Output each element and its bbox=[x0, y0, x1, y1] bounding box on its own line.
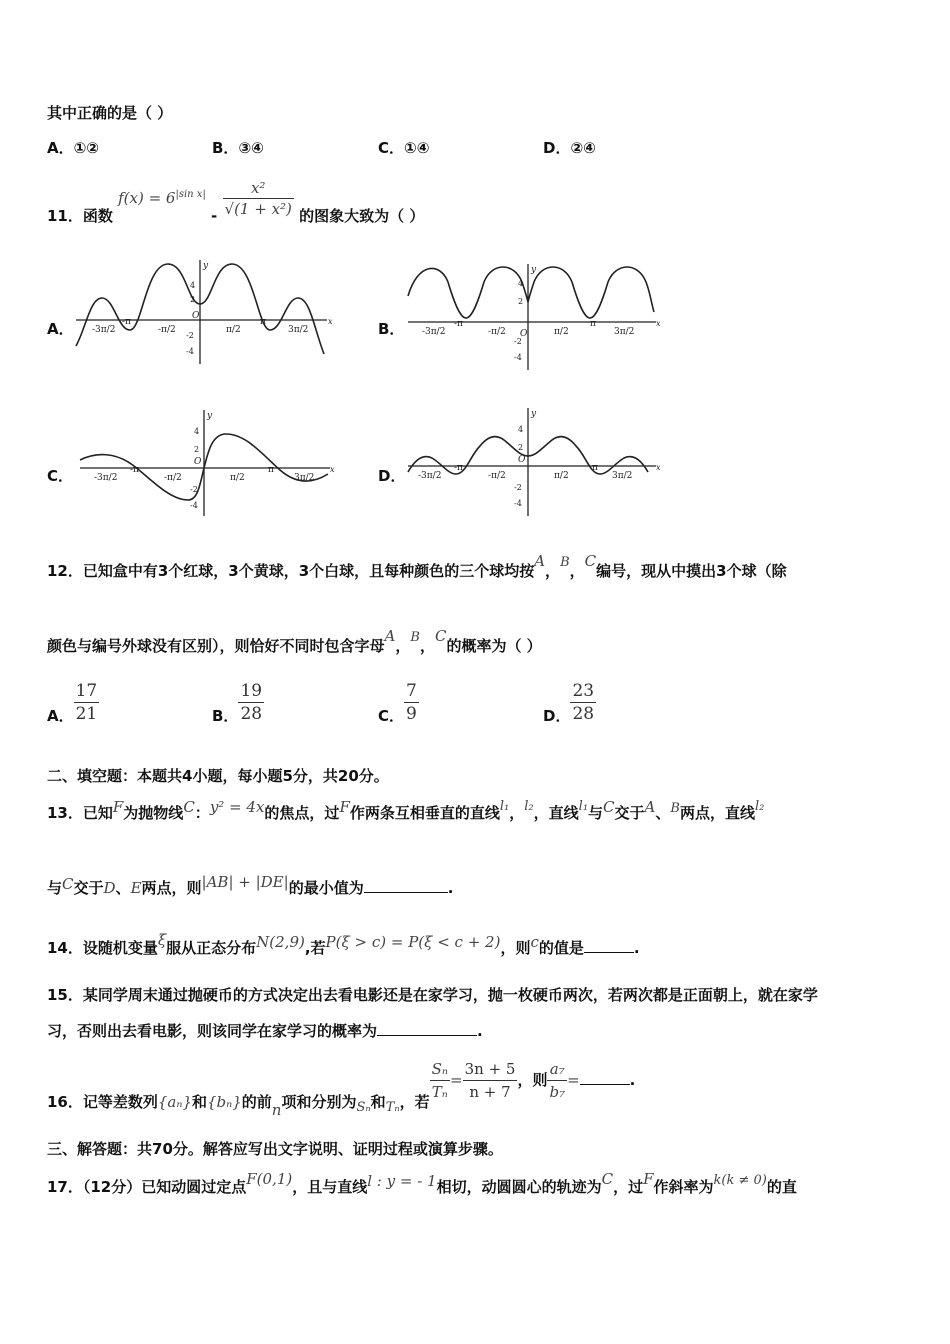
tick-neg-4: -4 bbox=[190, 501, 198, 510]
q13-answer-blank[interactable] bbox=[364, 878, 448, 893]
q12-option-a: A． $\frac{17}{21}$ bbox=[47, 681, 98, 725]
q11-graph-label-d: D． bbox=[378, 467, 406, 485]
q12-option-d: D． $\frac{23}{28}$ bbox=[543, 681, 595, 725]
q11-stem: 11．函数 $f(x) = 6^{|sin x|}$ - $\frac{\text{x²}}{\text{√(1 + x²)}}$ 的图象大致为（ ） bbox=[47, 179, 425, 225]
tick-neg-3pi-2: -3π/2 bbox=[94, 473, 118, 483]
tick-neg-3pi-2: -3π/2 bbox=[422, 327, 446, 337]
tick-neg-pi: -π bbox=[130, 465, 139, 475]
q13-line1: 13．已知F为抛物线C：y² = 4x的焦点，过F作两条互相垂直的直线l₁，l₂，直线l₁与C交于A、B两点，直线l₂ bbox=[47, 798, 765, 822]
q15-answer-blank[interactable] bbox=[377, 1021, 477, 1036]
tick-4: 4 bbox=[518, 425, 524, 434]
q11-graph-label-c: C． bbox=[47, 467, 74, 485]
tick-2: 2 bbox=[194, 445, 200, 454]
tick-pi-2: π/2 bbox=[230, 473, 245, 483]
x-label: x bbox=[330, 465, 335, 474]
q12-option-b: B． $\frac{19}{28}$ bbox=[212, 681, 263, 725]
tick-neg-4: -4 bbox=[514, 353, 522, 362]
tick-3pi-2: 3π/2 bbox=[294, 473, 315, 483]
tick-3pi-2: 3π/2 bbox=[612, 471, 633, 481]
q16-answer-blank[interactable] bbox=[580, 1070, 630, 1085]
x-label: x bbox=[656, 463, 661, 472]
section3-heading: 三、解答题：共70分。解答应写出文字说明、证明过程或演算步骤。 bbox=[47, 1140, 503, 1158]
origin: O bbox=[518, 455, 526, 465]
tick-neg-pi: -π bbox=[454, 463, 463, 473]
tick-2: 2 bbox=[518, 443, 524, 452]
q10-option-a: A．①② bbox=[47, 139, 100, 157]
tick-neg-pi: -π bbox=[122, 317, 131, 327]
tick-neg-pi-2: -π/2 bbox=[488, 471, 506, 481]
tick-neg-pi-2: -π/2 bbox=[158, 325, 176, 335]
tick-2: 2 bbox=[518, 297, 524, 306]
tick-pi: π bbox=[590, 319, 596, 329]
tick-3pi-2: 3π/2 bbox=[288, 325, 309, 335]
tick-neg-4: -4 bbox=[514, 499, 522, 508]
q11-graph-a bbox=[72, 258, 334, 366]
q14-line: 14．设随机变量ξ服从正态分布N(2,9),若P(ξ > c) = P(ξ < c + 2)，则c的值是 . bbox=[47, 931, 640, 957]
tick-pi: π bbox=[260, 317, 266, 327]
q17-line: 17．（12分）已知动圆过定点F(0,1)，且与直线l : y = - 1相切，动圆圆心的轨迹为C，过F作斜率为k(k ≠ 0)的直 bbox=[47, 1170, 797, 1196]
tick-pi: π bbox=[592, 463, 598, 473]
origin: O bbox=[192, 311, 200, 321]
origin: O bbox=[194, 457, 202, 467]
tick-neg-pi-2: -π/2 bbox=[488, 327, 506, 337]
tick-neg-3pi-2: -3π/2 bbox=[92, 325, 116, 335]
y-label: y bbox=[531, 409, 537, 419]
origin: O bbox=[520, 329, 528, 339]
q12-line2: 颜色与编号外球没有区别），则恰好不同时包含字母A，B，C的概率为（ ） bbox=[47, 627, 542, 655]
q10-option-c: C．①④ bbox=[378, 139, 430, 157]
y-label: y bbox=[531, 265, 537, 275]
tick-pi-2: π/2 bbox=[554, 471, 569, 481]
tick-pi-2: π/2 bbox=[554, 327, 569, 337]
tick-neg-2: -2 bbox=[514, 337, 522, 346]
tick-neg-4: -4 bbox=[186, 347, 194, 356]
tick-pi: π bbox=[268, 465, 274, 475]
x-label: x bbox=[656, 319, 661, 328]
q13-line2: 与C交于D、E两点，则|AB| + |DE|的最小值为 . bbox=[47, 873, 454, 897]
q11-graph-label-a: A． bbox=[47, 320, 74, 338]
tick-2: 2 bbox=[190, 295, 196, 304]
tick-neg-2: -2 bbox=[190, 485, 198, 494]
q11-graph-d bbox=[404, 406, 666, 516]
q11-graph-label-b: B． bbox=[378, 320, 405, 338]
section2-heading: 二、填空题：本题共4小题，每小题5分，共20分。 bbox=[47, 767, 389, 785]
tick-4: 4 bbox=[518, 279, 524, 288]
y-label: y bbox=[203, 261, 209, 271]
q10-prompt: 其中正确的是（ ） bbox=[47, 104, 173, 122]
q11-graph-c bbox=[76, 408, 338, 518]
tick-neg-pi-2: -π/2 bbox=[164, 473, 182, 483]
tick-neg-3pi-2: -3π/2 bbox=[418, 471, 442, 481]
q11-graph-b bbox=[404, 262, 666, 370]
x-label: x bbox=[328, 317, 333, 326]
tick-4: 4 bbox=[190, 281, 196, 290]
q16-line: 16．记等差数列{aₙ}和{bₙ}的前n项和分别为Sₙ和Tₙ，若 $\frac{\text{Sₙ}}{\text{Tₙ}}$ = $\frac{3n + 5}{n + 7}$ ，则 $\frac{\text{a₇}}{\text{b₇}}$ = . bbox=[47, 1060, 636, 1119]
tick-neg-2: -2 bbox=[186, 331, 194, 340]
tick-neg-pi: -π bbox=[454, 319, 463, 329]
tick-4: 4 bbox=[194, 427, 200, 436]
q15-line1: 15．某同学周末通过抛硬币的方式决定出去看电影还是在家学习，抛一枚硬币两次，若两次都是正面朝上，就在家学 bbox=[47, 986, 818, 1004]
y-label: y bbox=[207, 411, 213, 421]
tick-3pi-2: 3π/2 bbox=[614, 327, 635, 337]
q12-option-c: C． $\frac{7}{9}$ bbox=[378, 681, 417, 725]
tick-neg-2: -2 bbox=[514, 483, 522, 492]
q10-option-b: B．③④ bbox=[212, 139, 264, 157]
q15-line2: 习，否则出去看电影，则该同学在家学习的概率为 . bbox=[47, 1022, 483, 1040]
tick-pi-2: π/2 bbox=[226, 325, 241, 335]
q14-answer-blank[interactable] bbox=[584, 938, 634, 953]
q10-option-d: D．②④ bbox=[543, 139, 596, 157]
q12-line1: 12．已知盒中有3个红球，3个黄球，3个白球，且每种颜色的三个球均按A，B，C编号，现从中摸出3个球（除 bbox=[47, 552, 787, 580]
